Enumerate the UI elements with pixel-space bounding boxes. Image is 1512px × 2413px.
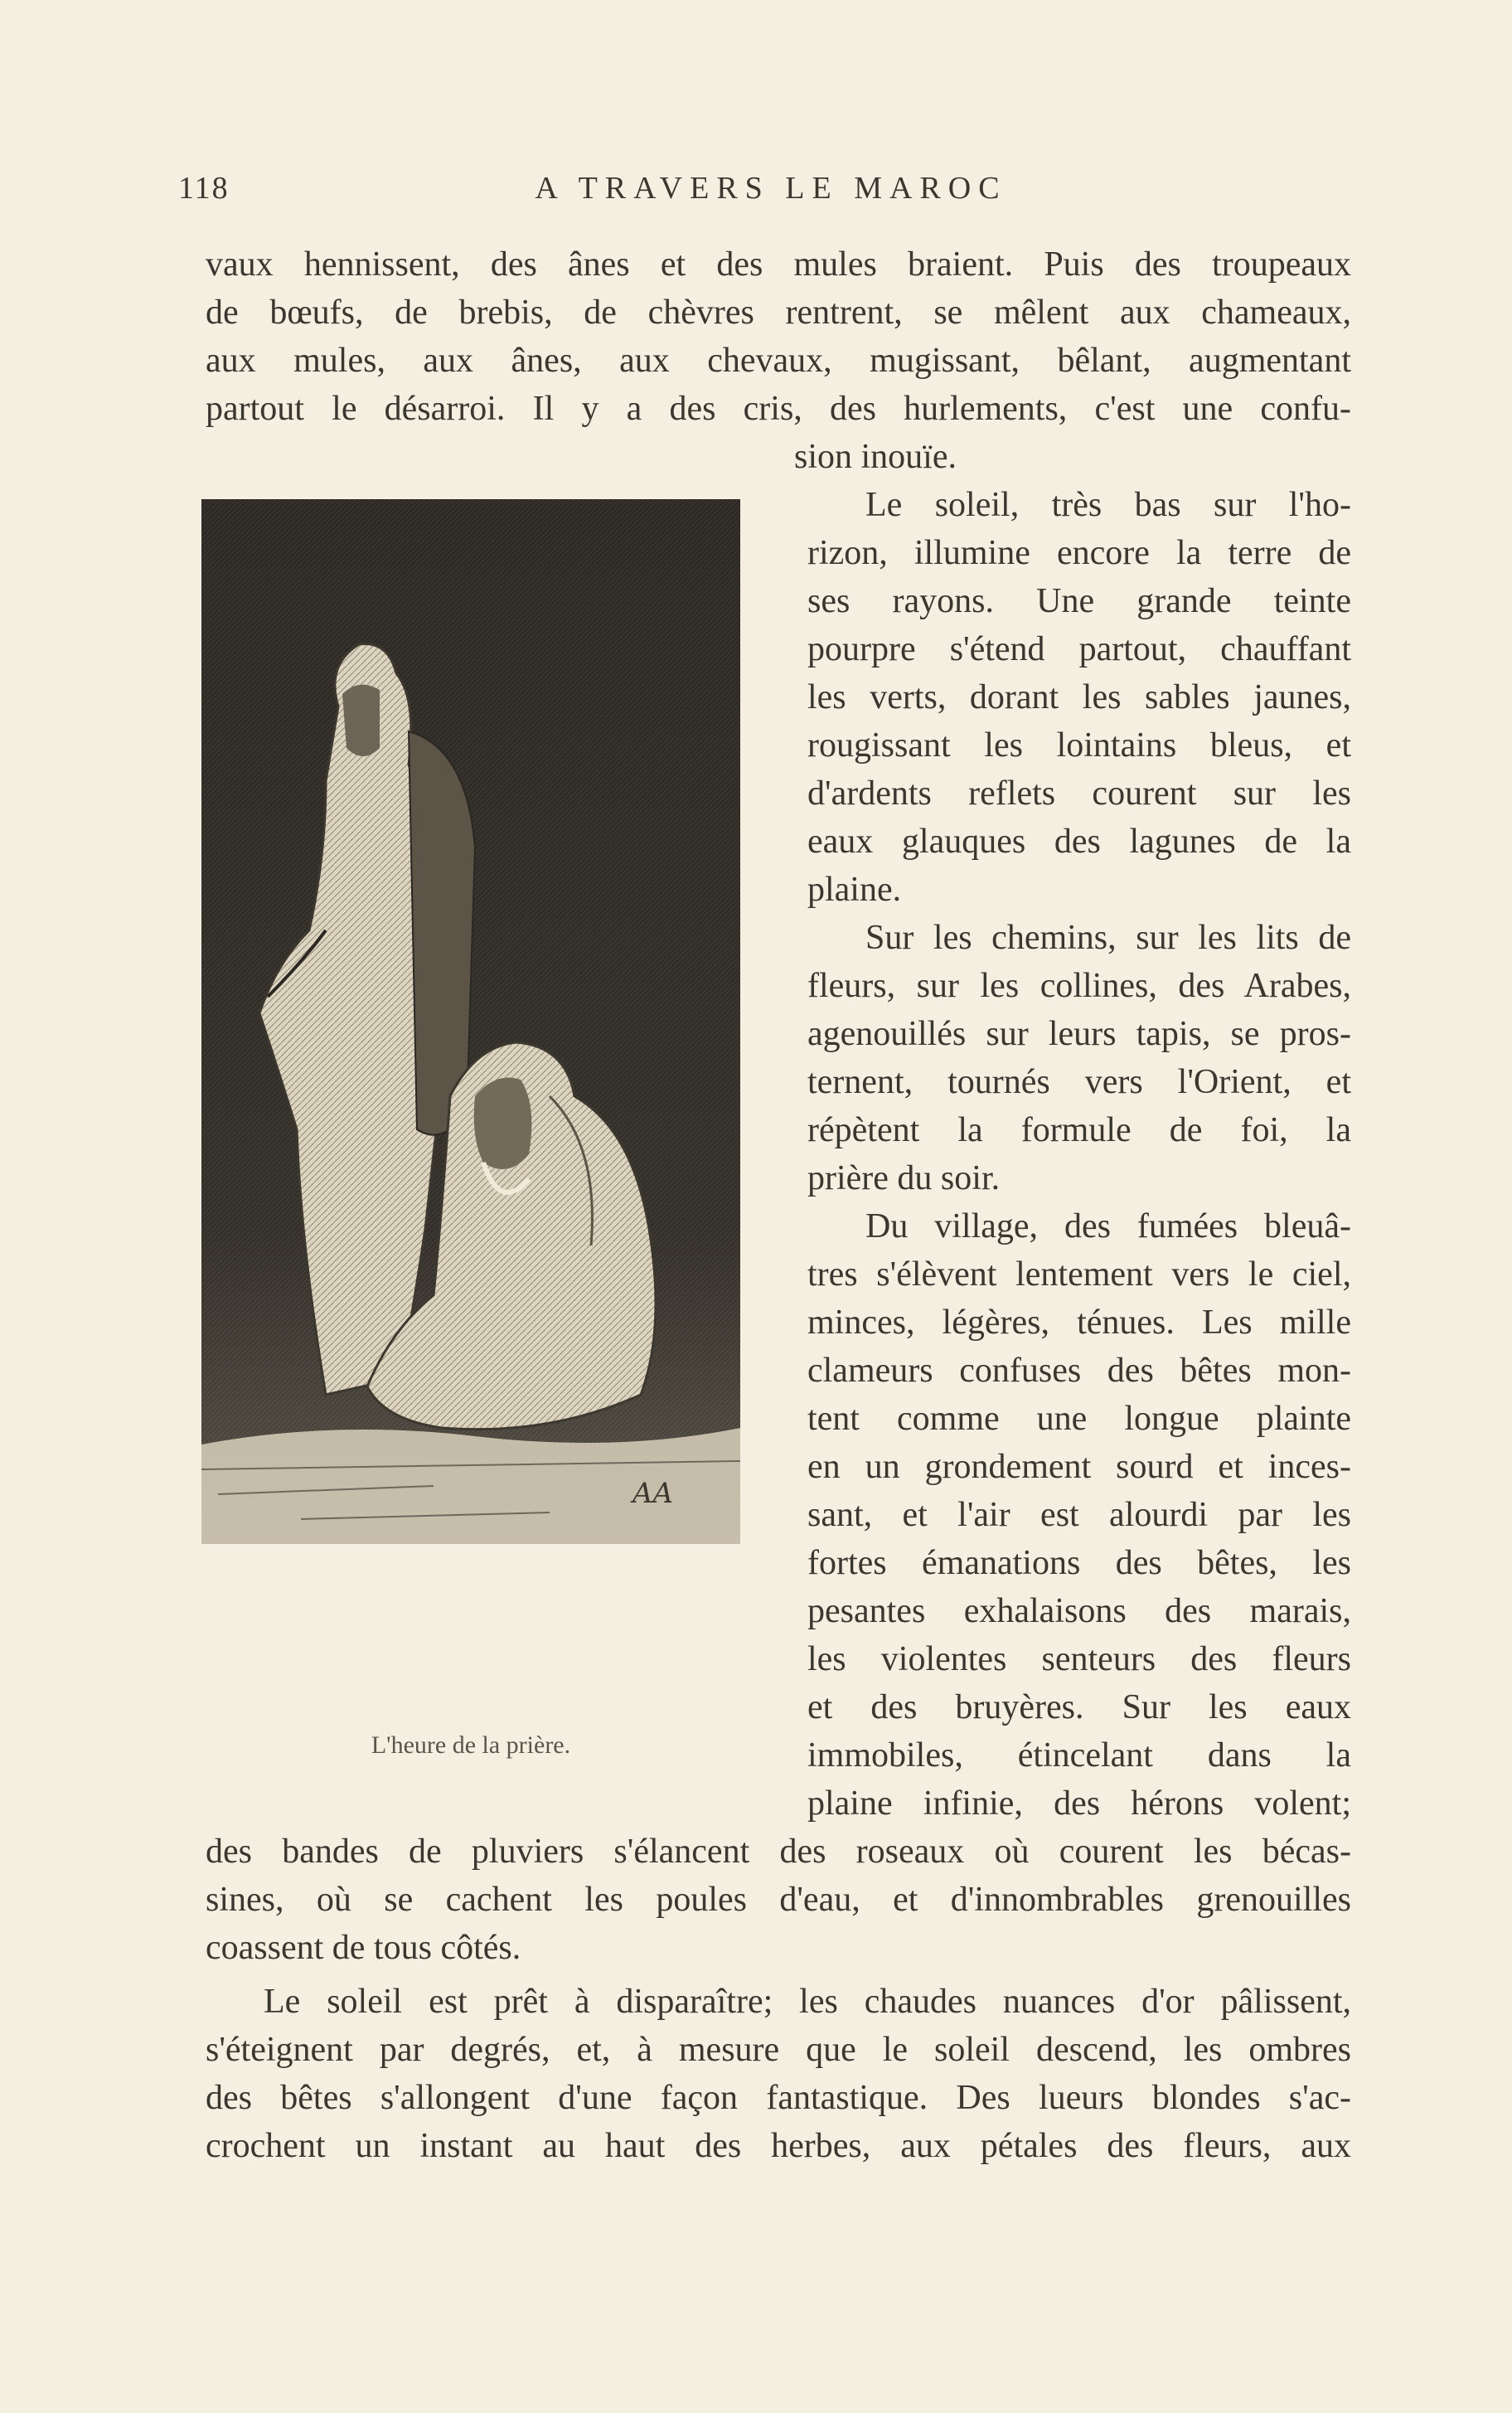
text-line: aux mules, aux ânes, aux chevaux, mugissant, bêlant, augmentant [206,342,1351,380]
text-line: et des bruyères. Sur les eaux [807,1688,1351,1726]
text-line: ses rayons. Une grande teinte [807,582,1351,620]
text-line: plaine. [807,871,902,909]
text-line: rougissant les lointains bleus, et [807,726,1351,765]
text-line: fortes émanations des bêtes, les [807,1544,1351,1582]
text-line: d'ardents reflets courent sur les [807,774,1351,813]
text-line: fleurs, sur les collines, des Arabes, [807,967,1351,1005]
text-line: Le soleil est prêt à disparaître; les chaudes nuances d'or pâlissent, [264,1983,1351,2021]
text-line: pourpre s'étend partout, chauffant [807,630,1351,668]
text-line: crochent un instant au haut des herbes, aux pétales des fleurs, aux [206,2127,1351,2165]
text-line: tent comme une longue plainte [807,1400,1351,1438]
text-line: partout le désarroi. Il y a des cris, des hurlements, c'est une confu- [206,390,1351,428]
text-line: sion inouïe. [794,438,957,476]
text-line: les verts, dorant les sables jaunes, [807,678,1351,716]
text-line: rizon, illumine encore la terre de [807,534,1351,572]
text-line: s'éteignent par degrés, et, à mesure que le soleil descend, les ombres [206,2031,1351,2069]
text-line: sant, et l'air est alourdi par les [807,1496,1351,1534]
text-line: Du village, des fumées bleuâ- [865,1207,1351,1245]
engraving-image [201,499,740,1577]
page-header [178,170,1364,220]
text-line: répètent la formule de foi, la [807,1111,1351,1149]
text-line: ternent, tournés vers l'Orient, et [807,1063,1351,1101]
text-line: eaux glauques des lagunes de la [807,823,1351,861]
text-line: en un grondement sourd et inces- [807,1448,1351,1486]
text-line: prière du soir. [807,1159,1001,1197]
artist-signature: AA [632,1477,674,1510]
illustration-prayer [201,499,740,1577]
text-line: minces, légères, ténues. Les mille [807,1304,1351,1342]
text-line: plaine infinie, des hérons volent; [807,1784,1351,1823]
text-line: clameurs confuses des bêtes mon- [807,1352,1351,1390]
running-title: A TRAVERS LE MAROC [535,171,1007,206]
text-line: immobiles, étincelant dans la [807,1736,1351,1775]
text-line: Sur les chemins, sur les lits de [865,919,1351,957]
text-line: de bœufs, de brebis, de chèvres rentrent, se mêlent aux chameaux, [206,294,1351,332]
text-line: tres s'élèvent lentement vers le ciel, [807,1255,1351,1294]
text-line: sines, où se cachent les poules d'eau, et d'innombrables grenouilles [206,1881,1351,1919]
text-line: les violentes senteurs des fleurs [807,1640,1351,1678]
text-line: des bandes de pluviers s'élancent des roseaux où courent les bécas- [206,1833,1351,1871]
page-number: 118 [178,171,230,206]
text-line: agenouillés sur leurs tapis, se pros- [807,1015,1351,1053]
text-line: Le soleil, très bas sur l'ho- [865,486,1351,524]
text-line: pesantes exhalaisons des marais, [807,1592,1351,1630]
figure-caption: L'heure de la prière. [371,1731,571,1759]
text-line: coassent de tous côtés. [206,1929,521,1967]
text-line: vaux hennissent, des ânes et des mules braient. Puis des troupeaux [206,245,1351,284]
text-line: des bêtes s'allongent d'une façon fantastique. Des lueurs blondes s'ac- [206,2079,1351,2117]
